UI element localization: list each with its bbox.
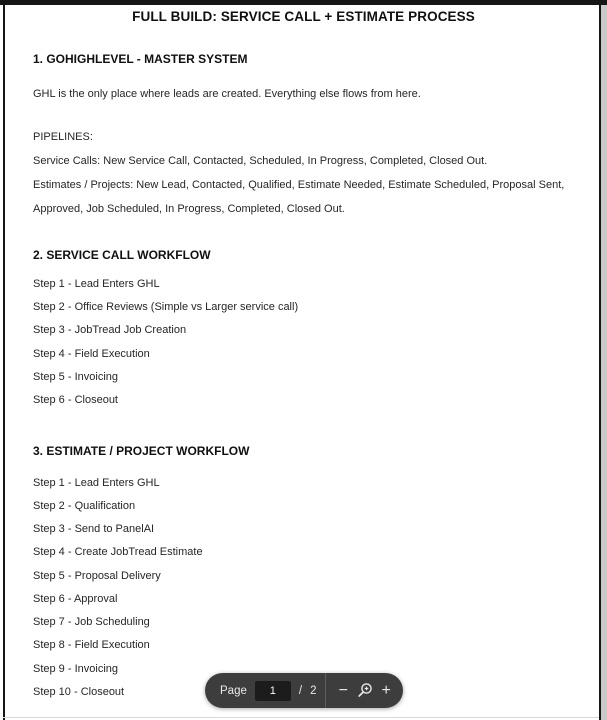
step-item: Step 2 - Office Reviews (Simple vs Larger service call) <box>33 301 299 313</box>
step-item: Step 6 - Closeout <box>33 394 118 406</box>
section-heading-2: 2. SERVICE CALL WORKFLOW <box>33 248 211 262</box>
zoom-tool-button[interactable] <box>352 680 377 701</box>
step-item: Step 3 - JobTread Job Creation <box>33 324 187 336</box>
page-separator: / <box>298 684 303 697</box>
page-number-input[interactable] <box>255 681 291 701</box>
total-pages: 2 <box>310 684 317 697</box>
paragraph: GHL is the only place where leads are created. Everything else flows from here. <box>33 88 421 100</box>
step-item: Step 2 - Qualification <box>33 500 136 512</box>
section-heading-3: 3. ESTIMATE / PROJECT WORKFLOW <box>33 444 250 458</box>
magnifier-zoom-icon <box>356 682 373 699</box>
step-item: Step 1 - Lead Enters GHL <box>33 477 160 489</box>
step-item: Step 4 - Field Execution <box>33 348 150 360</box>
step-item: Step 9 - Invoicing <box>33 663 118 675</box>
zoom-controls <box>326 680 403 701</box>
page-border-top <box>0 0 607 5</box>
minus-icon: − <box>338 681 348 699</box>
paragraph: Approved, Job Scheduled, In Progress, Completed, Closed Out. <box>33 203 345 215</box>
section-heading-1: 1. GOHIGHLEVEL - MASTER SYSTEM <box>33 52 248 66</box>
step-item: Step 5 - Invoicing <box>33 371 118 383</box>
step-item: Step 8 - Field Execution <box>33 639 150 651</box>
step-item: Step 4 - Create JobTread Estimate <box>33 546 203 558</box>
step-item: Step 5 - Proposal Delivery <box>33 570 161 582</box>
zoom-out-button[interactable] <box>335 681 352 701</box>
page-border-left <box>3 5 5 720</box>
page-navigation <box>205 681 325 701</box>
scrollbar-track[interactable] <box>601 5 607 720</box>
plus-icon: + <box>381 681 391 699</box>
page-border-bottom <box>3 717 599 718</box>
paragraph: Service Calls: New Service Call, Contacted, Scheduled, In Progress, Completed, Closed Out. <box>33 155 488 167</box>
paragraph: PIPELINES: <box>33 131 93 143</box>
step-item: Step 3 - Send to PanelAI <box>33 523 155 535</box>
document-title: FULL BUILD: SERVICE CALL + ESTIMATE PROCESS <box>132 9 475 24</box>
zoom-in-button[interactable] <box>378 681 395 701</box>
step-item: Step 6 - Approval <box>33 593 118 605</box>
paragraph: Estimates / Projects: New Lead, Contacted, Qualified, Estimate Needed, Estimate Scheduled, Proposal Sent, <box>33 179 565 191</box>
viewer-toolbar <box>205 673 403 708</box>
page-label: Page <box>220 684 247 697</box>
step-item: Step 7 - Job Scheduling <box>33 616 150 628</box>
step-item: Step 10 - Closeout <box>33 686 125 698</box>
step-item: Step 1 - Lead Enters GHL <box>33 278 160 290</box>
